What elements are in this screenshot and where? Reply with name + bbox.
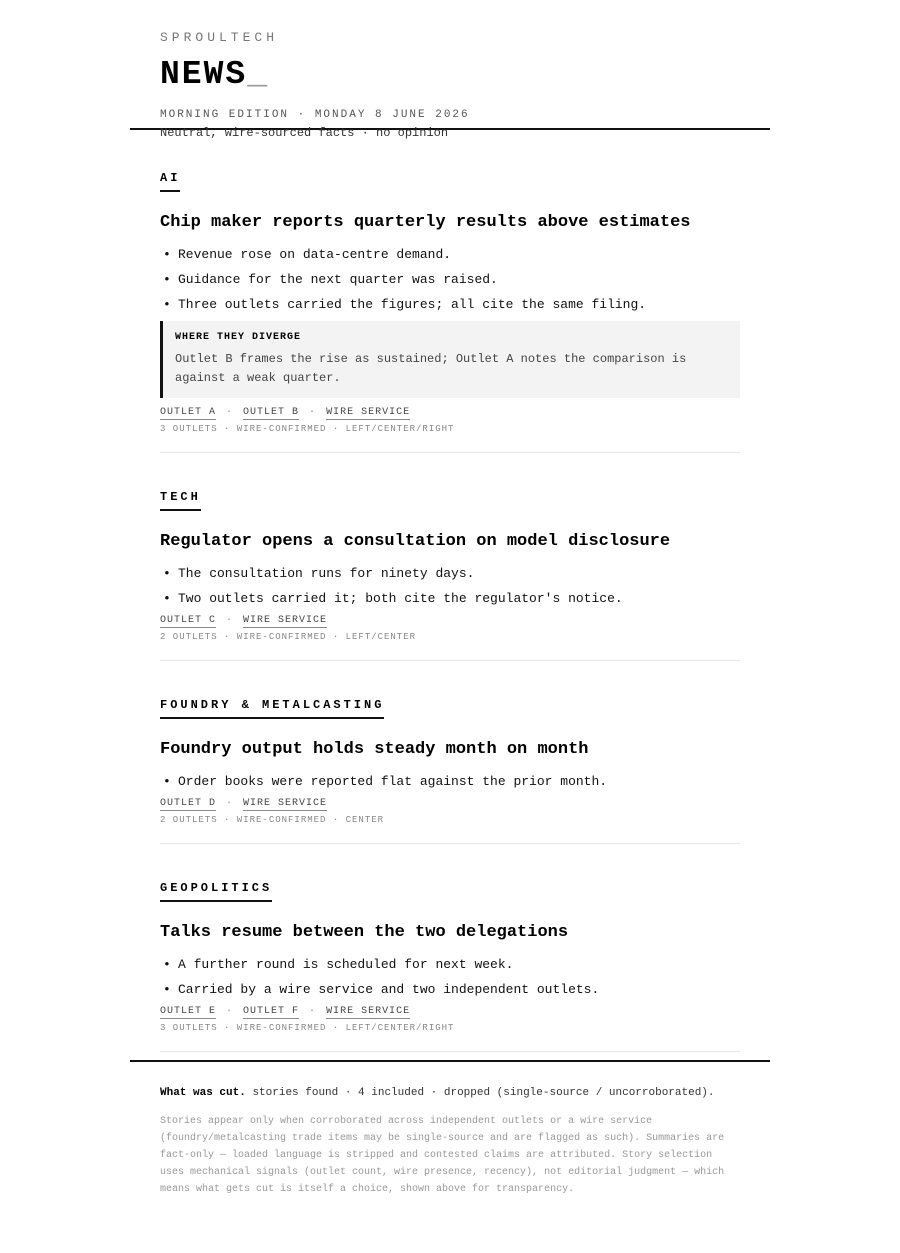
bullet-item: • Guidance for the next quarter was raised. — [160, 271, 740, 288]
section-label: FOUNDRY & METALCASTING — [160, 698, 384, 719]
story-ai — [160, 130, 740, 453]
source-links — [160, 1006, 740, 1018]
divergence-box — [160, 321, 740, 398]
source-separator: · — [309, 407, 317, 418]
source-link-wire-service[interactable]: WIRE SERVICE — [326, 1006, 411, 1017]
story-meta: 2 OUTLETS · WIRE-CONFIRMED · CENTER — [160, 815, 385, 825]
footer — [0, 1062, 900, 1198]
story-headline: Talks resume between the two delegations — [160, 923, 569, 942]
source-link-outlet-f[interactable]: OUTLET F — [243, 1006, 300, 1017]
bullet-item: • Revenue rose on data-centre demand. — [160, 246, 740, 263]
page-title — [160, 56, 740, 94]
source-link-wire-service[interactable]: WIRE SERVICE — [243, 615, 328, 626]
bullet-item: • The consultation runs for ninety days. — [160, 565, 740, 582]
source-links — [160, 798, 740, 810]
story-bullets — [160, 246, 740, 313]
cut-text: stories found · 4 included · dropped (single-source / uncorroborated). — [252, 1087, 715, 1099]
story-headline: Chip maker reports quarterly results above estimates — [160, 213, 691, 232]
bullet-item: • Carried by a wire service and two independent outlets. — [160, 981, 740, 998]
story-foundry — [160, 661, 740, 844]
methodology-note: Stories appear only when corroborated across independent outlets or a wire service (foundry/metalcasting trade items may be single-source and are flagged as such). Summaries are fact-only — loaded language is stripped and contested claims are attributed. Story selection uses mechanical signals (outlet count, wire presence, recency), not editorial judgment — which means what gets cut is itself a choice, shown above for transparency. — [160, 1116, 725, 1195]
source-link-wire-service[interactable]: WIRE SERVICE — [243, 798, 328, 809]
brand-name: SPROULTECH — [160, 30, 279, 45]
divergence-text: Outlet B frames the rise as sustained; Outlet A notes the comparison is against a weak quarter. — [175, 352, 687, 385]
section-label: GEOPOLITICS — [160, 881, 272, 902]
source-separator: · — [226, 407, 234, 418]
masthead — [0, 0, 900, 140]
story-list — [0, 130, 900, 1052]
story-meta: 3 OUTLETS · WIRE-CONFIRMED · LEFT/CENTER/RIGHT — [160, 1023, 455, 1033]
tagline: Neutral, wire-sourced facts · no opinion — [160, 126, 449, 140]
story-headline: Foundry output holds steady month on month — [160, 740, 589, 759]
story-meta: 2 OUTLETS · WIRE-CONFIRMED · LEFT/CENTER — [160, 632, 417, 642]
story-headline: Regulator opens a consultation on model disclosure — [160, 532, 671, 551]
section-label: TECH — [160, 490, 201, 511]
section-label: AI — [160, 171, 180, 192]
story-bullets — [160, 773, 740, 790]
story-tech — [160, 453, 740, 661]
source-link-outlet-e[interactable]: OUTLET E — [160, 1006, 217, 1017]
story-bullets — [160, 565, 740, 607]
source-separator: · — [226, 798, 234, 809]
source-link-outlet-d[interactable]: OUTLET D — [160, 798, 217, 809]
story-bullets — [160, 956, 740, 998]
cut-label: What was cut. — [160, 1087, 246, 1099]
source-link-outlet-a[interactable]: OUTLET A — [160, 407, 217, 418]
story-meta: 3 OUTLETS · WIRE-CONFIRMED · LEFT/CENTER/RIGHT — [160, 424, 455, 434]
title-text: NEWS — [160, 56, 248, 93]
edition-line: MORNING EDITION · MONDAY 8 JUNE 2026 — [160, 109, 470, 121]
bullet-item: • Three outlets carried the figures; all cite the same filing. — [160, 296, 740, 313]
bullet-item: • A further round is scheduled for next week. — [160, 956, 740, 973]
story-geopolitics — [160, 844, 740, 1052]
bullet-item: • Order books were reported flat against the prior month. — [160, 773, 740, 790]
source-link-outlet-c[interactable]: OUTLET C — [160, 615, 217, 626]
source-links — [160, 407, 740, 419]
cut-summary — [160, 1086, 740, 1100]
source-link-wire-service[interactable]: WIRE SERVICE — [326, 407, 411, 418]
source-separator: · — [226, 615, 234, 626]
source-separator: · — [309, 1006, 317, 1017]
bullet-item: • Two outlets carried it; both cite the regulator's notice. — [160, 590, 740, 607]
source-separator: · — [226, 1006, 234, 1017]
divergence-label: WHERE THEY DIVERGE — [175, 332, 302, 343]
source-links — [160, 615, 740, 627]
title-cursor: _ — [247, 56, 270, 93]
source-link-outlet-b[interactable]: OUTLET B — [243, 407, 300, 418]
